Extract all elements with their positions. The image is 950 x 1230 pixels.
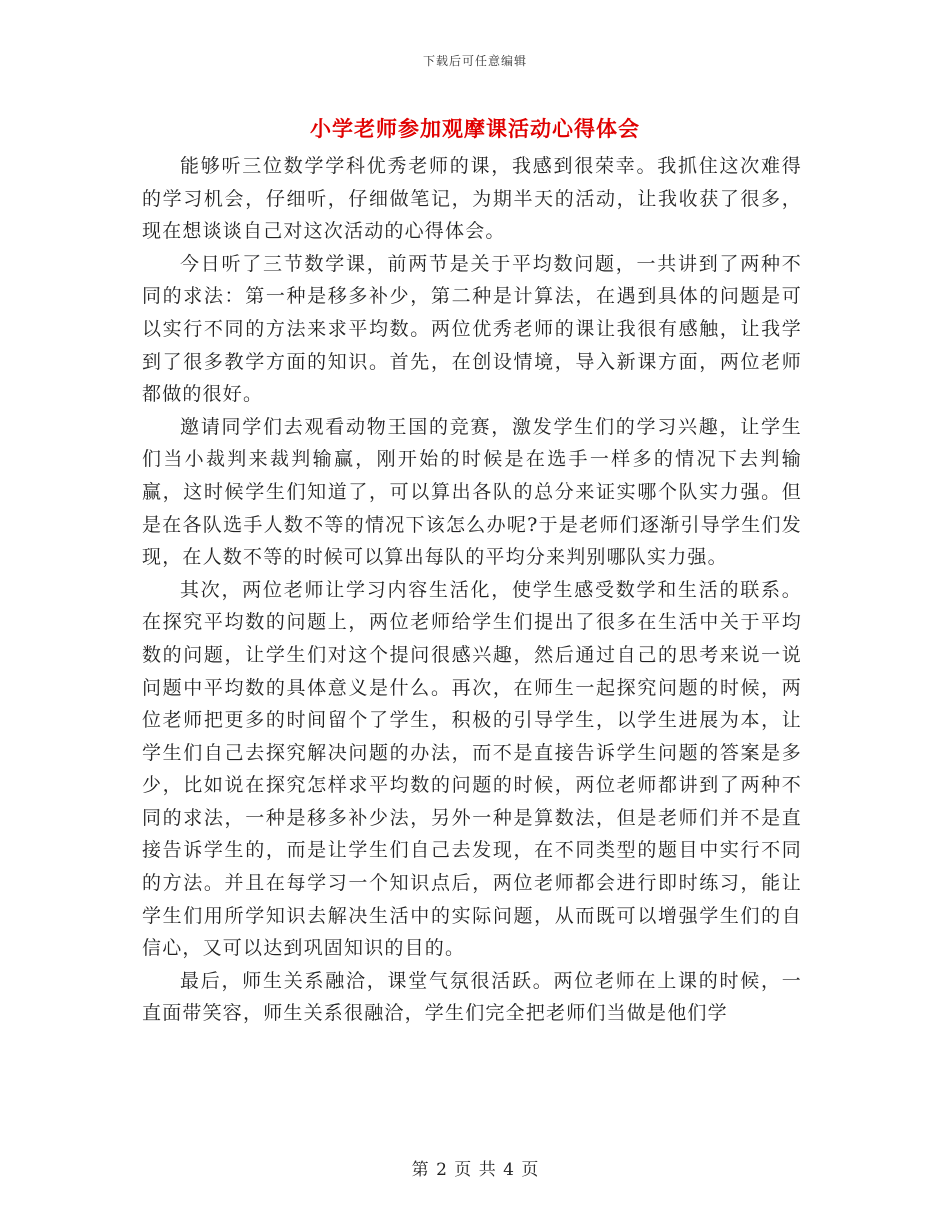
document-title: 小学老师参加观摩课活动心得体会 <box>310 116 640 141</box>
paragraph: 邀请同学们去观看动物王国的竞赛，激发学生们的学习兴趣，让学生们当小裁判来裁判输赢，刚开始的时候是在选手一样多的情况下去判输赢，这时候学生们知道了，可以算出各队的总分来证实哪个队实力强。但是在各队选手人数不等的情况下该怎么办呢?于是老师们逐渐引导学生们发现，在人数不等的时候可以算出每队的平均分来判别哪队实力强。 <box>142 415 802 569</box>
header-note: 下载后可任意编辑 <box>422 54 527 68</box>
paragraph: 其次，两位老师让学习内容生活化，使学生感受数学和生活的联系。在探究平均数的问题上，两位老师给学生们提出了很多在生活中关于平均数的问题，让学生们对这个提问很感兴趣，然后通过自己的思考来说一说问题中平均数的具体意义是什么。再次，在师生一起探究问题的时候，两位老师把更多的时间留个了学生，积极的引导学生，以学生进展为本，让学生们自己去探究解决问题的办法，而不是直接告诉学生问题的答案是多少，比如说在探究怎样求平均数的问题的时候，两位老师都讲到了两种不同的求法，一种是移多补少法，另外一种是算数法，但是老师们并不是直接告诉学生的，而是让学生们自己去发现，在不同类型的题目中实行不同的方法。并且在每学习一个知识点后，两位老师都会进行即时练习，能让学生们用所学知识去解决生活中的实际问题，从而既可以增强学生们的自信心，又可以达到巩固知识的目的。 <box>142 578 802 960</box>
page-footer: 第 2 页 共 4 页 <box>411 1160 539 1180</box>
paragraph: 最后，师生关系融洽，课堂气氛很活跃。两位老师在上课的时候，一直面带笑容，师生关系很融洽，学生们完全把老师们当做是他们学 <box>142 969 802 1025</box>
document-body <box>142 150 802 1030</box>
paragraph: 今日听了三节数学课，前两节是关于平均数问题，一共讲到了两种不同的求法：第一种是移多补少，第二种是计算法，在遇到具体的问题是可以实行不同的方法来求平均数。两位优秀老师的课让我很有感触，让我学到了很多教学方面的知识。首先，在创设情境，导入新课方面，两位老师都做的很好。 <box>142 252 802 406</box>
paragraph: 能够听三位数学学科优秀老师的课，我感到很荣幸。我抓住这次难得的学习机会，仔细听，仔细做笔记，为期半天的活动，让我收获了很多，现在想谈谈自己对这次活动的心得体会。 <box>142 155 802 243</box>
